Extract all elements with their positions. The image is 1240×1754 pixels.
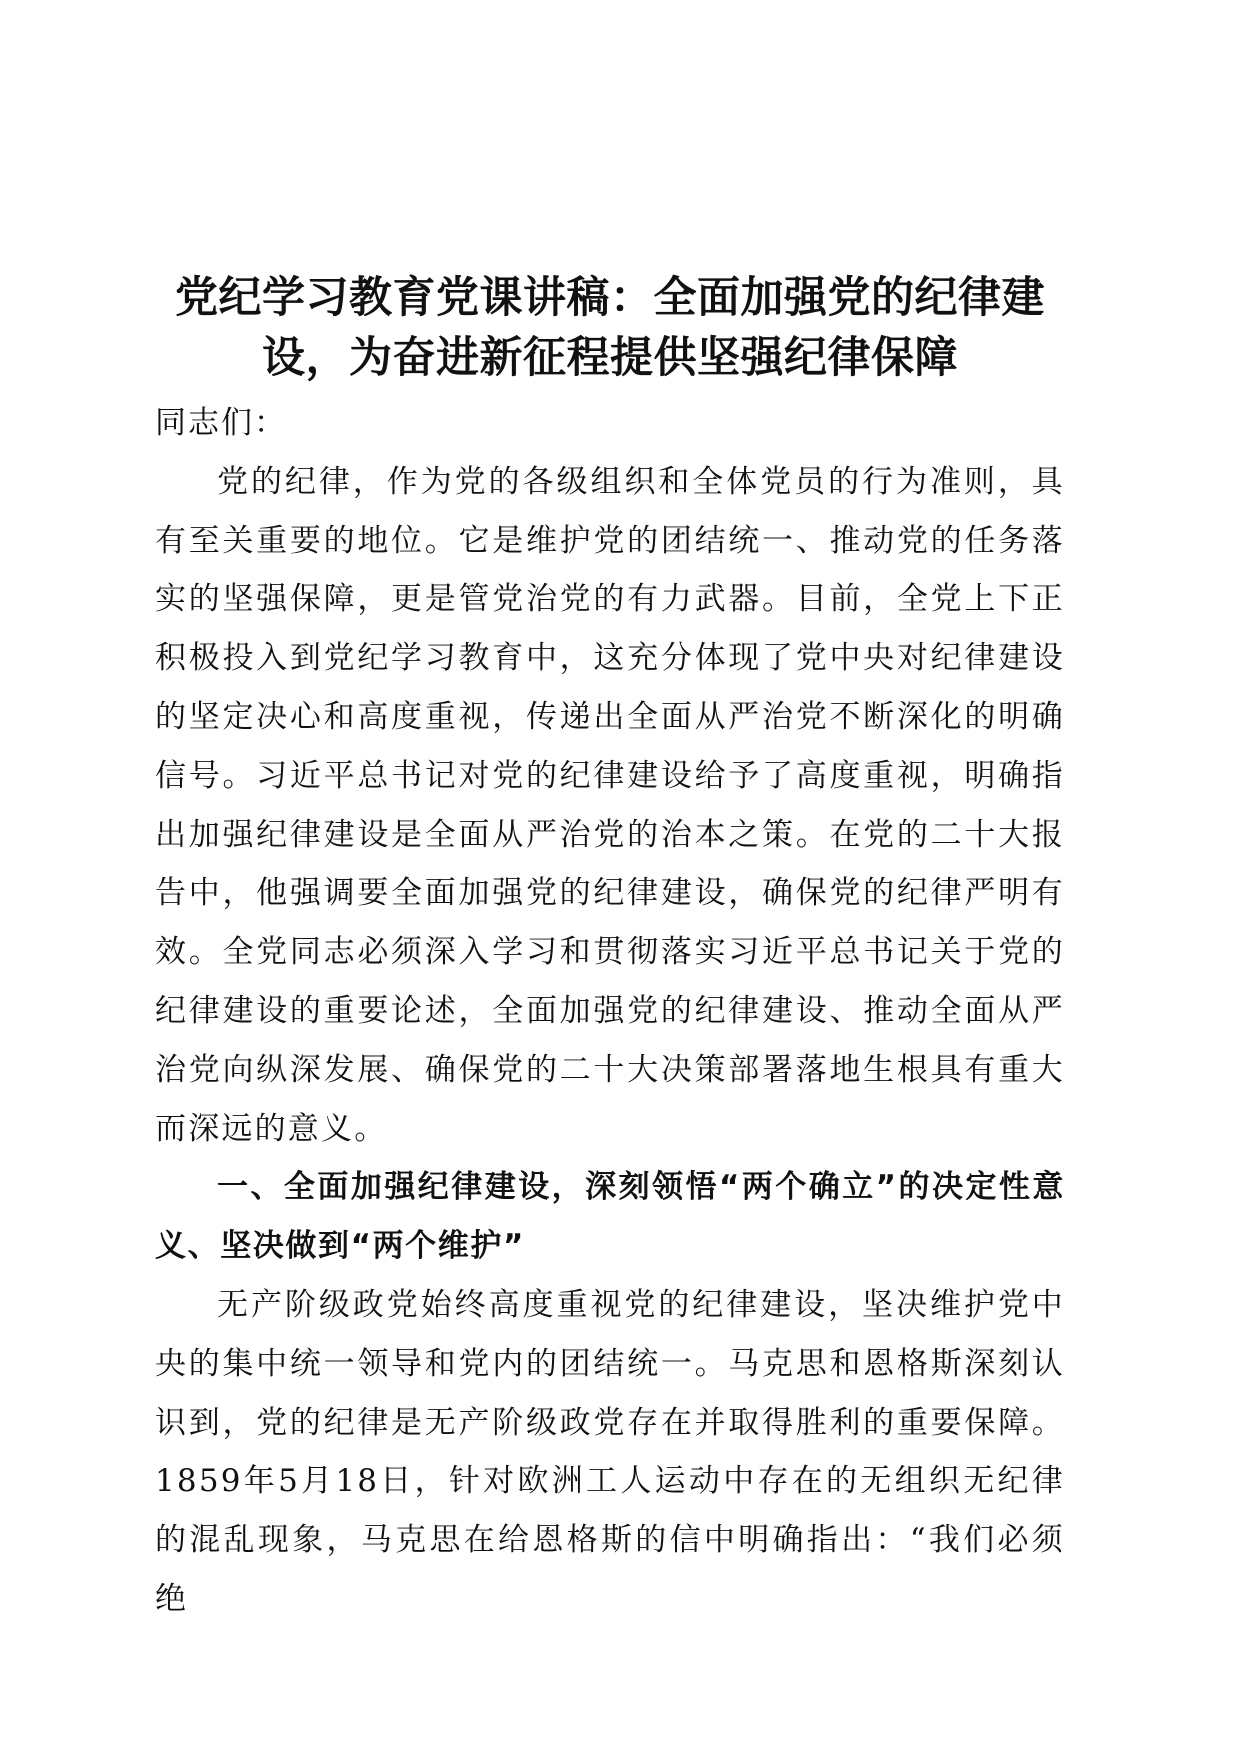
title-line-2: 设，为奋进新征程提供坚强纪律保障 (262, 333, 958, 383)
paragraph-intro: 党的纪律，作为党的各级组织和全体党员的行为准则，具有至关重要的地位。它是维护党的团结统一、推动党的任务落实的坚强保障，更是管党治党的有力武器。目前，全党上下正积极投入到党纪学习教育中，这充分体现了党中央对纪律建设的坚定决心和高度重视，传递出全面从严治党不断深化的明确信号。习近平总书记对党的纪律建设给予了高度重视，明确指出加强纪律建设是全面从严治党的治本之策。在党的二十大报告中，他强调要全面加强党的纪律建设，确保党的纪律严明有效。全党同志必须深入学习和贯彻落实习近平总书记关于党的纪律建设的重要论述，全面加强党的纪律建设、推动全面从严治党向纵深发展、确保党的二十大决策部署落地生根具有重大而深远的意义。 (155, 463, 1065, 1147)
document-title (155, 268, 1065, 388)
paragraph-section-1: 无产阶级政党始终高度重视党的纪律建设，坚决维护党中央的集中统一领导和党内的团结统一。马克思和恩格斯深刻认识到，党的纪律是无产阶级政党存在并取得胜利的重要保障。1859年5月18日，针对欧洲工人运动中存在的无组织无纪律的混乱现象，马克思在给恩格斯的信中明确指出：“我们必须绝 (155, 1286, 1065, 1617)
section-heading-1: 一、全面加强纪律建设，深刻领悟“两个确立”的决定性意义、坚决做到“两个维护” (155, 1169, 1065, 1265)
title-line-1: 党纪学习教育党课讲稿：全面加强党的纪律建 (175, 273, 1045, 323)
salutation: 同志们： (155, 405, 287, 441)
document-content (155, 268, 1065, 1629)
